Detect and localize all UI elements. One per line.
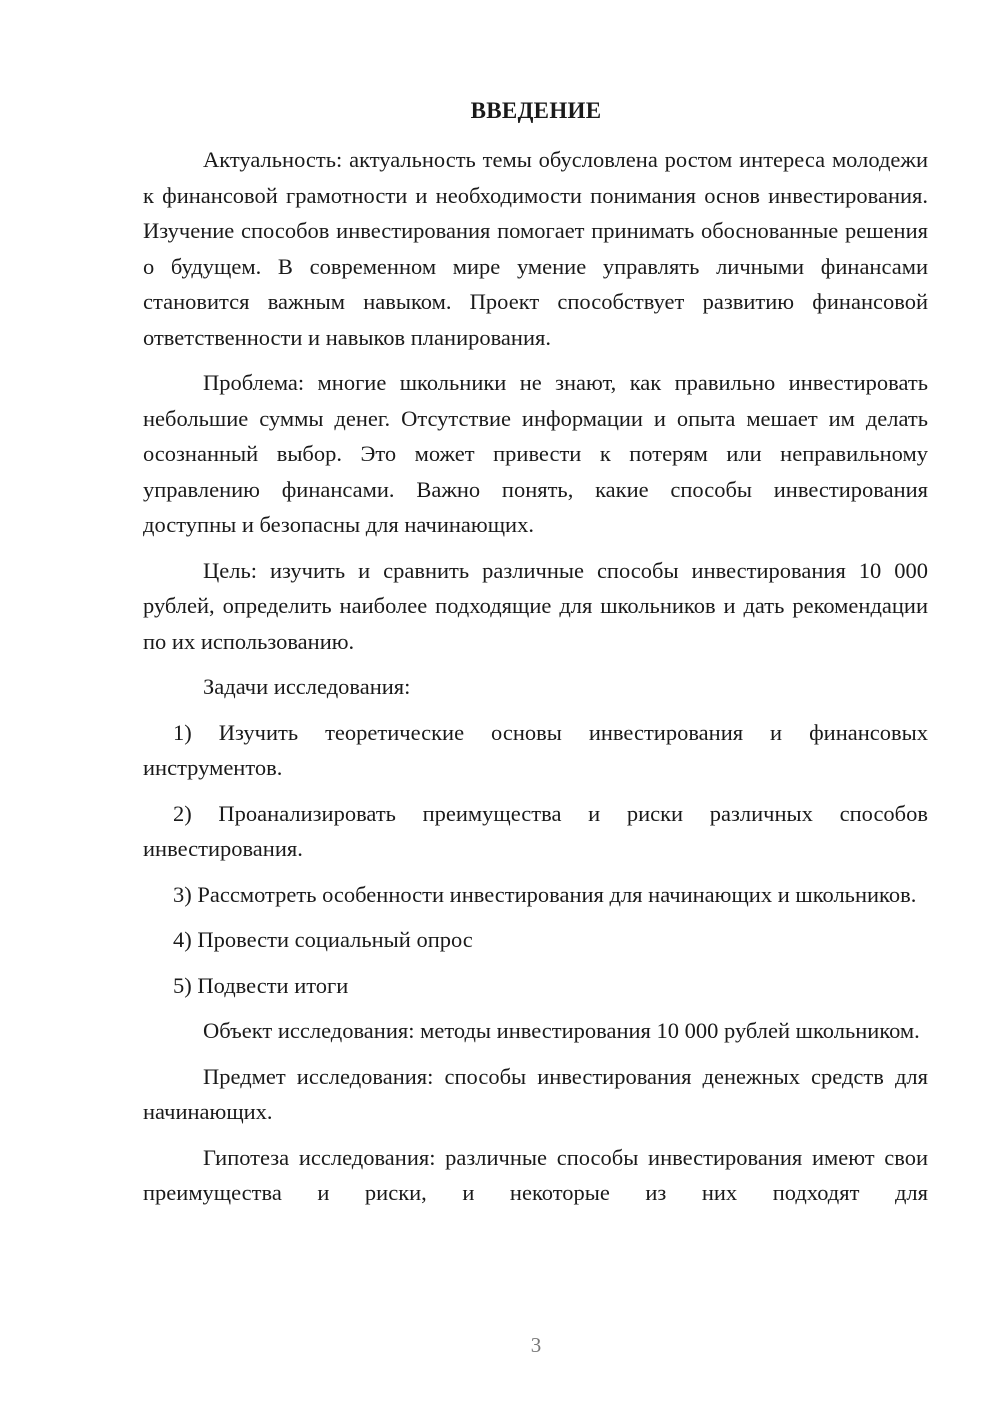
page-number: 3 xyxy=(530,1333,542,1357)
paragraph-object: Объект исследования: методы инвестирования 10 000 рублей школьником. xyxy=(203,1018,920,1043)
paragraph-problem: Проблема: многие школьники не знают, как правильно инвестировать небольшие суммы денег. Отсутствие информации и опыта мешает им делать осознанный выбор. Это может привести к потерям или неправильному управлению финансами. Важно понять, какие способы инвестирования доступны и безопасны для начинающих. xyxy=(143,370,928,537)
section-title: ВВЕДЕНИЕ xyxy=(470,98,602,123)
document-body xyxy=(143,142,928,1221)
paragraph-goal: Цель: изучить и сравнить различные способы инвестирования 10 000 рублей, определить наиболее подходящие для школьников и дать рекомендации по их использованию. xyxy=(143,557,928,654)
list-item-task-3: 3) Рассмотреть особенности инвестирования для начинающих и школьников. xyxy=(173,881,917,907)
list-item-task-5: 5) Подвести итоги xyxy=(173,972,349,998)
paragraph-subject: Предмет исследования: способы инвестирования денежных средств для начинающих. xyxy=(143,1063,928,1124)
list-item-task-1: 1) Изучить теоретические основы инвестирования и финансовых инструментов. xyxy=(143,719,928,780)
list-item-task-2: 2) Проанализировать преимущества и риски различных способов инвестирования. xyxy=(143,800,928,861)
paragraph-hypothesis: Гипотеза исследования: различные способы инвестирования имеют свои преимущества и риски, и некоторые из них подходят для xyxy=(143,1144,928,1205)
list-item-task-4: 4) Провести социальный опрос xyxy=(173,927,473,952)
paragraph-tasks-heading: Задачи исследования: xyxy=(203,674,411,699)
paragraph-relevance: Актуальность: актуальность темы обусловлена ростом интереса молодежи к финансовой грамотности и необходимости понимания основ инвестирования. Изучение способов инвестирования помогает принимать обоснованные решения о будущем. В современном мире умение управлять личными финансами становится важным навыком. Проект способствует развитию финансовой ответственности и навыков планирования. xyxy=(143,147,928,350)
